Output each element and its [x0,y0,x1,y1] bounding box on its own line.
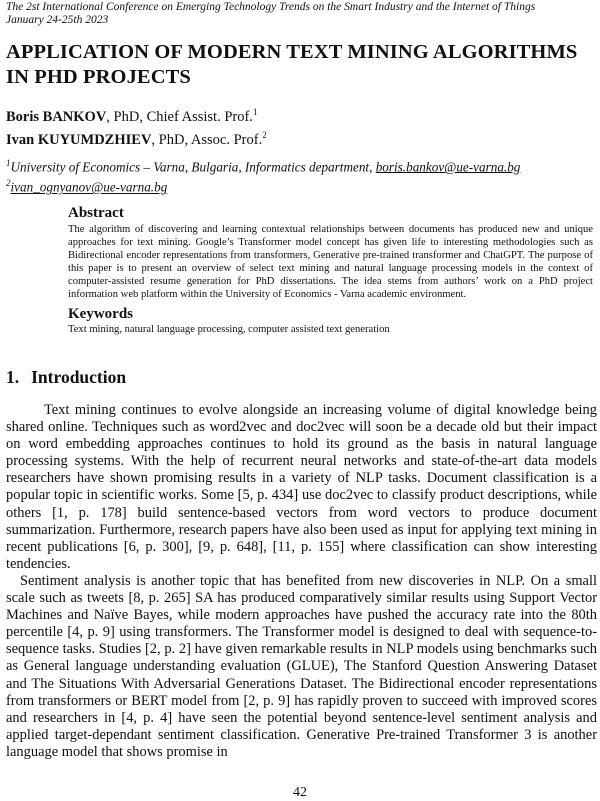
keywords-text: Text mining, natural language processing, computer assisted text generation [68,324,390,335]
author-2-affil-ref: 2 [262,129,267,140]
section-title: Introduction [31,367,127,387]
abstract-text: The algorithm of discovering and learning contextual relationships between documents has produced new and unique approaches for text mining. Google’s Transformer model concept has given life to interesting methodologies such as Bidirectional encoder representations from transformers, Generative pre-trained transformer and ChatGPT. The purpose of this paper is to present an overview of select text mining and natural language processing models in the context of computer-assisted resume generation for PhD dissertations. The idea stems from authors’ work on a PhD project information web platform within the University of Economics - Varna academic environment. [68,224,593,300]
paper-title: APPLICATION OF MODERN TEXT MINING ALGORITHMS IN PHD PROJECTS [6,41,578,88]
affiliation-1-text: University of Economics – Varna, Bulgaria, Informatics department, [10,159,376,175]
affiliation-2 [6,175,520,195]
keywords-heading: Keywords [68,306,133,322]
affiliation-1-mark: 1 [6,158,11,168]
paragraph: Sentiment analysis is another topic that has benefited from new discoveries in NLP. On a small scale such as tweets [8, p. 265] SA has produced comparatively similar results using Support Vector Machines and Naïve Bayes, while modern approaches have pushed the accuracy rate into the 80th percentile [4, p. 9] using transformers. The Transformer model is designed to deal with sequence-to-sequence tasks. Studies [2, p. 2] have given remarkable results in NLP models using benchmarks such as General language understanding evaluation (GLUE), The Stanford Question Answering Dataset and The Situations With Adversarial Generations Dataset. The Bidirectional encoder representations from transformers or BERT model from [2, p. 9] has rapidly proven to succeed with improved scores and researchers in [4, p. 4] have seen the potential beyond sentence-level sentiment analysis and applied target-dependant sentiment classification. Generative Pre-trained Transformer 3 is another language model that shows promise in [6,572,597,760]
author-1-name: Boris BANKOV [6,108,107,125]
affiliation-1-email-link[interactable]: boris.bankov@ue-varna.bg [375,159,521,175]
author-2-role: , PhD, Assoc. Prof. [151,131,263,148]
author-1-role: , PhD, Chief Assist. Prof. [106,108,253,125]
conference-dates: January 24-25th 2023 [6,13,109,26]
paragraph: Text mining continues to evolve alongside an increasing volume of digital knowledge being shared online. Techniques such as word2vec and doc2vec will soon be a decade old but their impact on word embedding approaches continues to hold its ground as the basis in natural language processing systems. With the help of recurrent neural networks and state-of-the-art data models researchers have shown promising results in a variety of NLP tasks. Document classification is a popular topic in scientific works. Some [5, p. 434] use doc2vec to classify product descriptions, while others [1, p. 178] build sentence-based vectors from word vectors to produce document summarization. Furthermore, research papers have also been used as input for applying text mining in recent publications [6, p. 300], [9, p. 648], [11, p. 155] where classification can show interesting tendencies. [6,402,597,572]
body-text [6,402,597,761]
abstract-block [68,205,593,336]
conference-header [6,1,535,26]
author-2 [6,126,267,149]
affiliations [6,155,520,196]
section-number: 1. [6,367,20,387]
author-2-name: Ivan KUYUMDZHIEV [6,131,152,148]
author-1-affil-ref: 1 [252,107,258,117]
page-number: 42 [293,785,307,800]
author-1 [6,103,267,126]
affiliation-1 [6,155,520,175]
section-heading [6,367,126,387]
conference-name: The 2st International Conference on Emerging Technology Trends on the Smart Industry and the Internet of Things [6,1,536,13]
affiliation-2-mark: 2 [6,178,11,189]
author-list [6,103,267,149]
abstract-heading: Abstract [68,205,124,221]
affiliation-2-email-link[interactable]: ivan_ognyanov@ue-varna.bg [10,179,168,195]
